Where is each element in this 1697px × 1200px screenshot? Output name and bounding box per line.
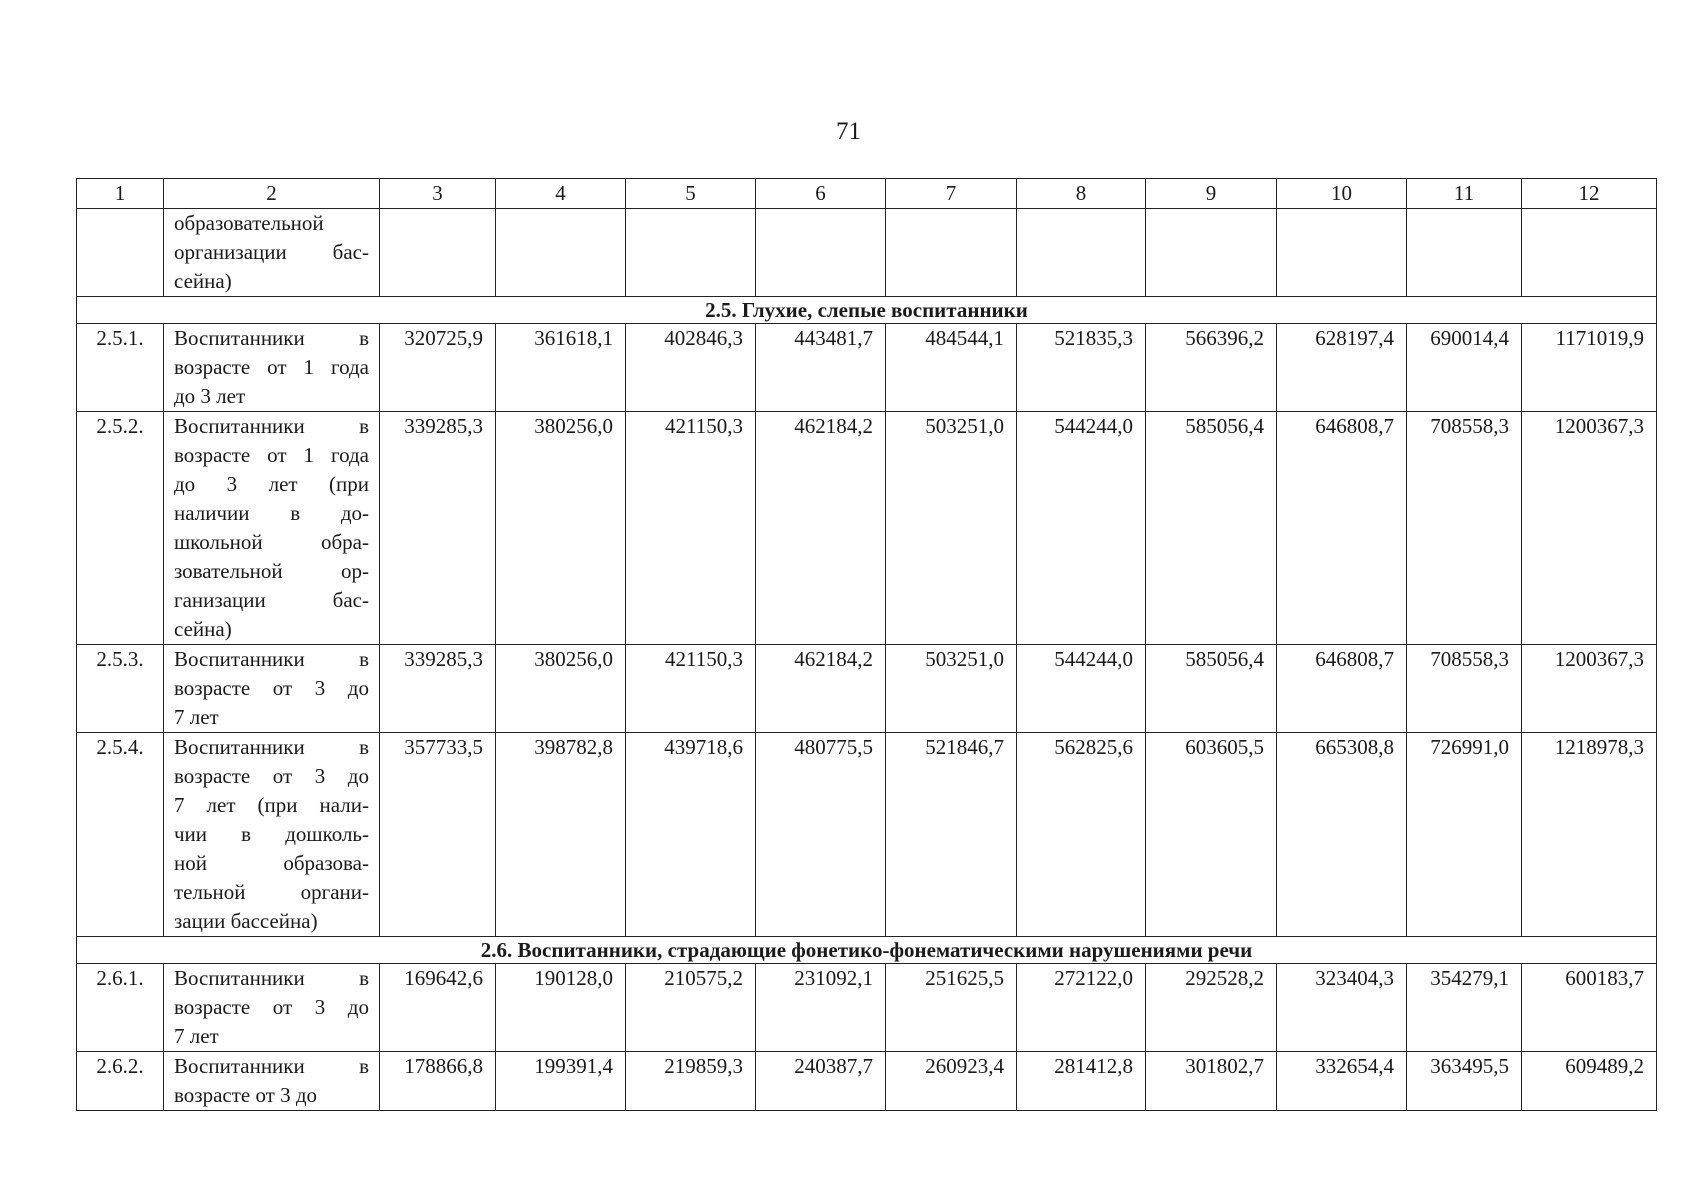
- description-line: до 3 лет: [174, 384, 246, 408]
- value-cell: 544244,0: [1017, 645, 1146, 733]
- description-line: ной образова-: [174, 851, 369, 875]
- value-cell: 332654,4: [1277, 1052, 1407, 1111]
- description-line: возрасте от 3 до: [174, 1083, 318, 1107]
- value-cell: 443481,7: [756, 324, 886, 412]
- value-cell: 251625,5: [886, 964, 1017, 1052]
- empty-value-cell: [886, 209, 1017, 297]
- value-cell: 585056,4: [1146, 645, 1277, 733]
- column-number-cell: 11: [1407, 179, 1522, 209]
- value-cell: 190128,0: [496, 964, 626, 1052]
- value-cell: 726991,0: [1407, 733, 1522, 937]
- table-row: [77, 964, 1657, 1052]
- value-cell: 178866,8: [380, 1052, 496, 1111]
- description-line: Воспитанники в: [174, 735, 369, 759]
- value-cell: 628197,4: [1277, 324, 1407, 412]
- value-cell: 562825,6: [1017, 733, 1146, 937]
- description-line: до 3 лет (при: [174, 472, 369, 496]
- value-cell: 665308,8: [1277, 733, 1407, 937]
- column-number-cell: 3: [380, 179, 496, 209]
- value-cell: 521835,3: [1017, 324, 1146, 412]
- page-number: 71: [836, 118, 861, 145]
- value-cell: 600183,7: [1522, 964, 1657, 1052]
- value-cell: 402846,3: [626, 324, 756, 412]
- value-cell: 272122,0: [1017, 964, 1146, 1052]
- value-cell: 380256,0: [496, 412, 626, 645]
- description-line: Воспитанники в: [174, 414, 369, 438]
- section-header-row: [77, 937, 1657, 964]
- table-row: [77, 645, 1657, 733]
- value-cell: 421150,3: [626, 412, 756, 645]
- value-cell: 521846,7: [886, 733, 1017, 937]
- description-line: школьной обра-: [174, 530, 369, 554]
- column-number-cell: 2: [164, 179, 380, 209]
- value-cell: 398782,8: [496, 733, 626, 937]
- description-line: зовательной ор-: [174, 559, 369, 583]
- value-cell: 439718,6: [626, 733, 756, 937]
- description-line: зации бассейна): [174, 909, 318, 933]
- value-cell: 1218978,3: [1522, 733, 1657, 937]
- table-row: [77, 324, 1657, 412]
- tariff-table: [76, 178, 1657, 1111]
- section-title: 2.5. Глухие, слепые воспитанники: [77, 297, 1657, 324]
- description-line: возрасте от 1 года: [174, 443, 369, 467]
- description-line: возрасте от 3 до: [174, 676, 369, 700]
- value-cell: 708558,3: [1407, 645, 1522, 733]
- description-line: возрасте от 1 года: [174, 355, 369, 379]
- description-line: Воспитанники в: [174, 647, 369, 671]
- row-code-cell: [77, 209, 164, 297]
- value-cell: 219859,3: [626, 1052, 756, 1111]
- column-number-cell: 7: [886, 179, 1017, 209]
- description-line: ганизации бас-: [174, 588, 369, 612]
- value-cell: 480775,5: [756, 733, 886, 937]
- value-cell: 301802,7: [1146, 1052, 1277, 1111]
- value-cell: 566396,2: [1146, 324, 1277, 412]
- value-cell: 354279,1: [1407, 964, 1522, 1052]
- description-line: возрасте от 3 до: [174, 995, 369, 1019]
- value-cell: 484544,1: [886, 324, 1017, 412]
- value-cell: 240387,7: [756, 1052, 886, 1111]
- value-cell: 339285,3: [380, 412, 496, 645]
- value-cell: 281412,8: [1017, 1052, 1146, 1111]
- row-description-cell: [164, 209, 380, 297]
- value-cell: 169642,6: [380, 964, 496, 1052]
- empty-value-cell: [380, 209, 496, 297]
- value-cell: 462184,2: [756, 412, 886, 645]
- row-code-cell: 2.5.4.: [77, 733, 164, 937]
- row-code-cell: 2.5.2.: [77, 412, 164, 645]
- description-line: чии в дошколь-: [174, 822, 369, 846]
- description-line: 7 лет: [174, 1024, 219, 1048]
- value-cell: 363495,5: [1407, 1052, 1522, 1111]
- column-number-cell: 5: [626, 179, 756, 209]
- value-cell: 361618,1: [496, 324, 626, 412]
- column-number-cell: 4: [496, 179, 626, 209]
- value-cell: 462184,2: [756, 645, 886, 733]
- value-cell: 421150,3: [626, 645, 756, 733]
- column-number-cell: 6: [756, 179, 886, 209]
- description-line: 7 лет (при нали-: [174, 793, 369, 817]
- value-cell: 210575,2: [626, 964, 756, 1052]
- value-cell: 708558,3: [1407, 412, 1522, 645]
- empty-value-cell: [1017, 209, 1146, 297]
- row-description-cell: [164, 324, 380, 412]
- value-cell: 1200367,3: [1522, 412, 1657, 645]
- row-description-cell: [164, 733, 380, 937]
- row-description-cell: [164, 1052, 380, 1111]
- value-cell: 609489,2: [1522, 1052, 1657, 1111]
- row-code-cell: 2.5.3.: [77, 645, 164, 733]
- column-number-row: [77, 179, 1657, 209]
- row-description-cell: [164, 645, 380, 733]
- column-number-cell: 8: [1017, 179, 1146, 209]
- value-cell: 260923,4: [886, 1052, 1017, 1111]
- section-header-row: [77, 297, 1657, 324]
- value-cell: 357733,5: [380, 733, 496, 937]
- empty-value-cell: [1522, 209, 1657, 297]
- value-cell: 323404,3: [1277, 964, 1407, 1052]
- value-cell: 231092,1: [756, 964, 886, 1052]
- value-cell: 585056,4: [1146, 412, 1277, 645]
- row-code-cell: 2.6.2.: [77, 1052, 164, 1111]
- description-line: Воспитанники в: [174, 326, 369, 350]
- value-cell: 1171019,9: [1522, 324, 1657, 412]
- empty-value-cell: [756, 209, 886, 297]
- value-cell: 690014,4: [1407, 324, 1522, 412]
- empty-value-cell: [626, 209, 756, 297]
- row-code-cell: 2.6.1.: [77, 964, 164, 1052]
- column-number-cell: 12: [1522, 179, 1657, 209]
- description-line: Воспитанники в: [174, 966, 369, 990]
- table-row: [77, 412, 1657, 645]
- column-number-cell: 10: [1277, 179, 1407, 209]
- column-number-cell: 1: [77, 179, 164, 209]
- value-cell: 339285,3: [380, 645, 496, 733]
- empty-value-cell: [1277, 209, 1407, 297]
- value-cell: 646808,7: [1277, 412, 1407, 645]
- value-cell: 199391,4: [496, 1052, 626, 1111]
- value-cell: 1200367,3: [1522, 645, 1657, 733]
- description-line: образовательной: [174, 211, 324, 235]
- value-cell: 503251,0: [886, 645, 1017, 733]
- description-line: Воспитанники в: [174, 1054, 369, 1078]
- row-description-cell: [164, 964, 380, 1052]
- description-line: наличии в до-: [174, 501, 369, 525]
- row-description-cell: [164, 412, 380, 645]
- section-title: 2.6. Воспитанники, страдающие фонетико-фонематическими нарушениями речи: [77, 937, 1657, 964]
- continuation-row: [77, 209, 1657, 297]
- table-body: [77, 179, 1657, 1111]
- value-cell: 646808,7: [1277, 645, 1407, 733]
- empty-value-cell: [1407, 209, 1522, 297]
- description-line: сейна): [174, 269, 232, 293]
- value-cell: 603605,5: [1146, 733, 1277, 937]
- value-cell: 503251,0: [886, 412, 1017, 645]
- column-number-cell: 9: [1146, 179, 1277, 209]
- table-row: [77, 733, 1657, 937]
- empty-value-cell: [496, 209, 626, 297]
- description-line: тельной органи-: [174, 880, 369, 904]
- value-cell: 380256,0: [496, 645, 626, 733]
- row-code-cell: 2.5.1.: [77, 324, 164, 412]
- description-line: сейна): [174, 617, 232, 641]
- empty-value-cell: [1146, 209, 1277, 297]
- table-row: [77, 1052, 1657, 1111]
- value-cell: 292528,2: [1146, 964, 1277, 1052]
- description-line: организации бас-: [174, 240, 369, 264]
- description-line: возрасте от 3 до: [174, 764, 369, 788]
- value-cell: 320725,9: [380, 324, 496, 412]
- value-cell: 544244,0: [1017, 412, 1146, 645]
- description-line: 7 лет: [174, 705, 219, 729]
